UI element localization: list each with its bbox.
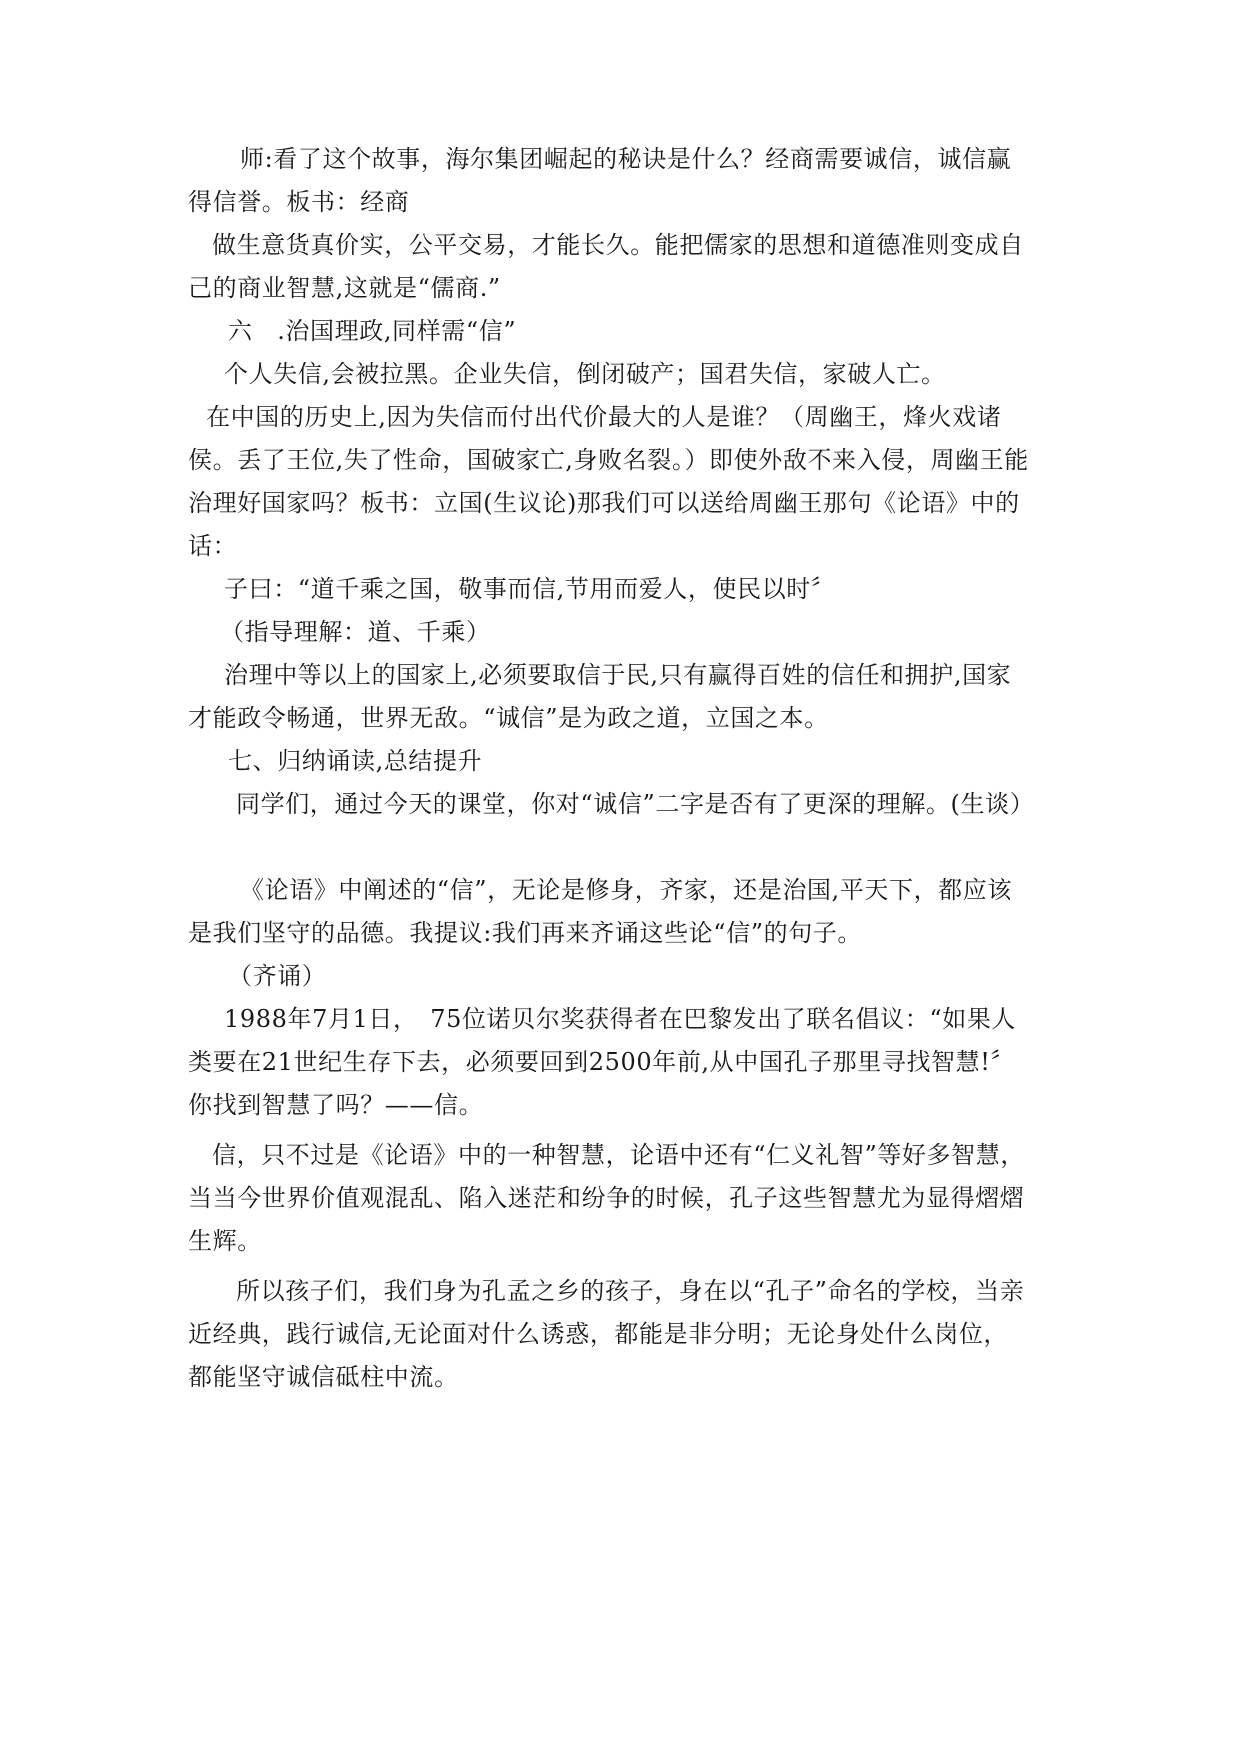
paragraph-governing: 治理中等以上的国家上,必须要取信于民,只有赢得百姓的信任和拥护,国家才能政令畅通，世界无敌。“诚信”是为政之道，立国之本。 xyxy=(188,661,1012,732)
paragraph-zhou-youwang: 在中国的历史上,因为失信而付出代价最大的人是谁？（周幽王，烽火戏诸侯。丢了王位,失了性命，国破家亡,身败名裂。）即使外敌不来入侵，周幽王能治理好国家吗？板书：立国(生议论)那我们可以送给周幽王那句《论语》中的话： xyxy=(188,403,1029,560)
paragraph-students-reflection: 同学们，通过今天的课堂，你对“诚信”二字是否有了更深的理解。(生谈） xyxy=(236,790,1035,818)
paragraph-conclusion: 所以孩子们，我们身为孔孟之乡的孩子，身在以“孔子”命名的学校，当亲近经典，践行诚信,无论面对什么诱惑，都能是非分明；无论身处什么岗位，都能坚守诚信砥柱中流。 xyxy=(188,1277,1025,1391)
quote-confucius: 子曰：“道千乘之国，敬事而信,节用而爱人，使民以时〞 xyxy=(224,575,836,603)
paragraph-losing-trust: 个人失信,会被拉黑。企业失信，倒闭破产；国君失信，家破人亡。 xyxy=(224,360,946,388)
paragraph-teacher-question: 师:看了这个故事，海尔集团崛起的秘诀是什么？经商需要诚信，诚信赢得信誉。板书：经商 xyxy=(188,145,1012,216)
paragraph-analects-xin: 《论语》中阐述的“信”，无论是修身，齐家，还是治国,平天下，都应该是我们坚守的品德。我提议:我们再来齐诵这些论“信”的句子。 xyxy=(188,876,1012,947)
paragraph-guidance-note: （指导理解：道、千乘） xyxy=(220,618,491,646)
paragraph-recite-together: （齐诵） xyxy=(228,962,327,990)
paragraph-wisdom: 信，只不过是《论语》中的一种智慧，论语中还有“仁义礼智”等好多智慧，当当今世界价值观混乱、陷入迷茫和纷争的时候，孔子这些智慧尤为显得熠熠生辉。 xyxy=(188,1141,1025,1255)
section-heading-seven: 七、归纳诵读,总结提升 xyxy=(228,747,483,775)
paragraph-nobel-appeal: 1988年7月1日， 75位诺贝尔奖获得者在巴黎发出了联名倡议：“如果人类要在21世纪生存下去，必须要回到2500年前,从中国孔子那里寻找智慧!〞你找到智慧了吗？——信。 xyxy=(188,1005,1017,1119)
paragraph-business-honesty: 做生意货真价实，公平交易，才能长久。能把儒家的思想和道德准则变成自己的商业智慧,这就是“儒商.” xyxy=(188,231,1024,302)
section-heading-six: 六 .治国理政,同样需“信” xyxy=(228,317,517,345)
